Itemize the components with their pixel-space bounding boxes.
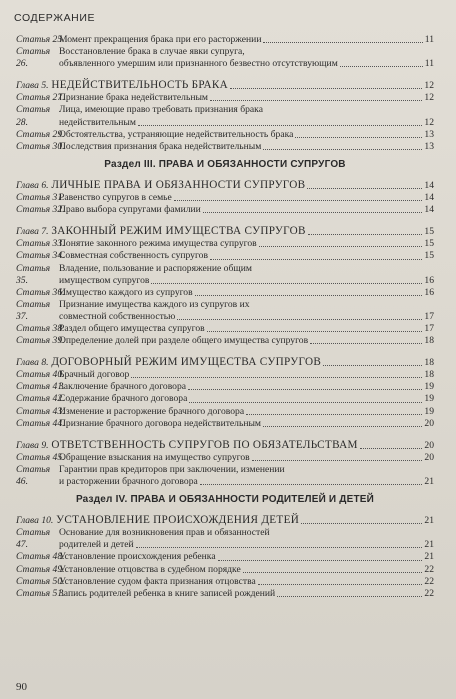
page-ref: 21 <box>424 515 434 527</box>
page-ref: 17 <box>424 322 434 334</box>
toc-entry: Статья 28. Лица, имеющие право требовать признания брака недействительным 12 <box>16 104 434 128</box>
page-ref: 18 <box>424 357 434 369</box>
toc-entry: Статья 47. Основание для возникновения прав и обязанностей родителей и детей 21 <box>16 527 434 551</box>
chapter-heading: Глава 10. УСТАНОВЛЕНИЕ ПРОИСХОЖДЕНИЯ ДЕТЕЙ 21 <box>16 514 434 527</box>
page-ref: 19 <box>424 381 434 393</box>
page-ref: 18 <box>424 335 434 347</box>
toc-entry: Статья 46. Гарантии прав кредиторов при заключении, изменении и расторжении брачного договора 21 <box>16 463 434 487</box>
page-ref: 15 <box>424 226 434 238</box>
page-ref: 12 <box>424 92 434 104</box>
toc-entry: Статья 36.Имущество каждого из супругов 16 <box>16 286 434 298</box>
toc-entry: Статья 42.Содержание брачного договора 19 <box>16 393 434 405</box>
page-ref: 20 <box>424 439 434 451</box>
page-ref: 20 <box>424 451 434 463</box>
chapter-heading: Глава 9. ОТВЕТСТВЕННОСТЬ СУПРУГОВ ПО ОБЯЗАТЕЛЬСТВАМ 20 <box>16 438 434 451</box>
page-ref: 17 <box>424 310 434 322</box>
page-ref: 13 <box>424 140 434 152</box>
page-ref: 14 <box>424 179 434 191</box>
page-ref: 20 <box>424 417 434 429</box>
page-ref: 21 <box>424 476 434 487</box>
toc-entry: Статья 45.Обращение взыскания на имущество супругов 20 <box>16 451 434 463</box>
page-ref: 19 <box>424 405 434 417</box>
toc-entry: Статья 29.Обстоятельства, устраняющие недействительность брака 13 <box>16 128 434 140</box>
toc-entry: Статья 37. Признание имущества каждого из супругов их совместной собственностью 17 <box>16 298 434 322</box>
page-number: 90 <box>16 681 27 693</box>
toc-entry: Статья 26. Восстановление брака в случае явки супруга, объявленного умершим или признанного безвестно отсутствующим 11 <box>16 46 434 70</box>
toc-entry: Статья 31.Равенство супругов в семье 14 <box>16 192 434 204</box>
page-ref: 14 <box>424 192 434 204</box>
toc-entry: Статья 44.Признание брачного договора недействительным 20 <box>16 417 434 429</box>
page-ref: 15 <box>424 250 434 262</box>
toc-entry: Статья 51.Запись родителей ребенка в книге записей рождений 22 <box>16 587 434 599</box>
page-ref: 11 <box>424 34 434 45</box>
toc-entry: Статья 38.Раздел общего имущества супругов 17 <box>16 322 434 334</box>
page-ref: 16 <box>424 274 434 286</box>
chapter-heading: Глава 8. ДОГОВОРНЫЙ РЕЖИМ ИМУЩЕСТВА СУПРУГОВ 18 <box>16 356 434 369</box>
section-heading: Раздел III. ПРАВА И ОБЯЗАННОСТИ СУПРУГОВ <box>104 158 346 170</box>
toc-entry: Статья 48.Установление происхождения ребенка 21 <box>16 551 434 563</box>
toc-entry: Статья 34.Совместная собственность супругов 15 <box>16 250 434 262</box>
toc-entry: Статья 40.Брачный договор 18 <box>16 369 434 381</box>
page-ref: 15 <box>424 238 434 250</box>
page-ref: 11 <box>424 58 434 70</box>
table-of-contents <box>16 34 434 600</box>
section-heading: Раздел IV. ПРАВА И ОБЯЗАННОСТИ РОДИТЕЛЕЙ И ДЕТЕЙ <box>75 494 375 506</box>
toc-entry: Статья 39.Определение долей при разделе общего имущества супругов 18 <box>16 335 434 347</box>
toc-entry: Статья 41.Заключение брачного договора 19 <box>16 381 434 393</box>
toc-entry: Статья 50.Установление судом факта признания отцовства 22 <box>16 575 434 587</box>
chapter-heading: Глава 7. ЗАКОННЫЙ РЕЖИМ ИМУЩЕСТВА СУПРУГОВ 15 <box>16 225 434 238</box>
page-ref: 12 <box>424 80 434 92</box>
page-ref: 14 <box>424 204 434 216</box>
toc-entry: Статья 32.Право выбора супругами фамилии 14 <box>16 204 434 216</box>
page-ref: 16 <box>424 286 434 298</box>
toc-entry: Статья 33.Понятие законного режима имущества супругов 15 <box>16 238 434 250</box>
page-ref: 19 <box>424 393 434 405</box>
page-ref: 21 <box>424 539 434 551</box>
page-ref: 21 <box>424 551 434 563</box>
chapter-heading: Глава 6. ЛИЧНЫЕ ПРАВА И ОБЯЗАННОСТИ СУПРУГОВ 14 <box>16 178 434 191</box>
page-ref: 22 <box>424 563 434 575</box>
running-head: СОДЕРЖАНИЕ <box>14 12 96 24</box>
toc-entry: Статья 49.Установление отцовства в судебном порядке 22 <box>16 563 434 575</box>
toc-entry: Статья 35. Владение, пользование и распоряжение общим имуществом супругов 16 <box>16 262 434 286</box>
page-ref: 22 <box>424 575 434 587</box>
chapter-heading: Глава 5. НЕДЕЙСТВИТЕЛЬНОСТЬ БРАКА 12 <box>16 79 434 92</box>
page-ref: 13 <box>424 128 434 140</box>
toc-entry: Статья 25.Момент прекращения брака при его расторжении 11 <box>16 34 434 45</box>
toc-entry: Статья 27.Признание брака недействительным 12 <box>16 92 434 104</box>
toc-entry: Статья 30.Последствия признания брака недействительным 13 <box>16 140 434 152</box>
page-ref: 12 <box>424 116 434 128</box>
page-ref: 22 <box>424 587 434 599</box>
toc-entry: Статья 43.Изменение и расторжение брачного договора 19 <box>16 405 434 417</box>
page-ref: 18 <box>424 369 434 381</box>
